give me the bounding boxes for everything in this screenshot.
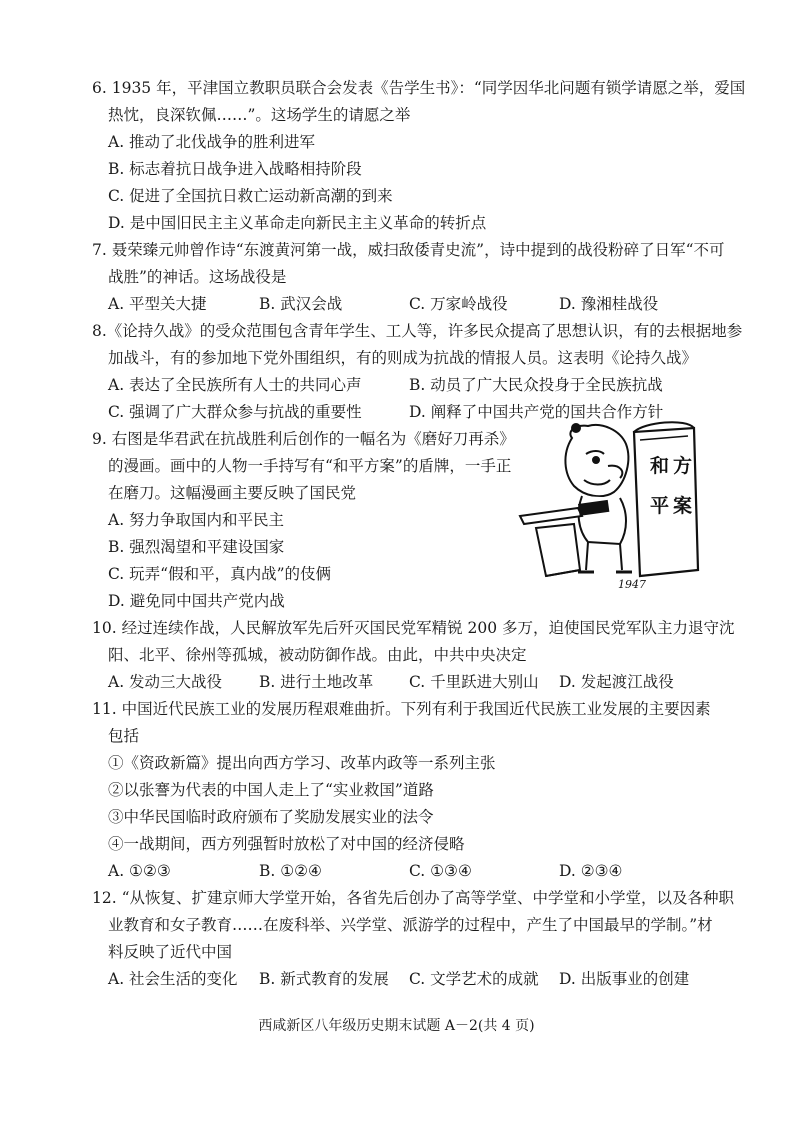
q11-item-1: ①《资政新篇》提出向西方学习、改革内政等一系列主张 — [108, 754, 496, 772]
q9-option-b: B. 强烈渴望和平建设国家 — [108, 538, 285, 556]
shield-char-2: 方 — [673, 455, 693, 477]
q6-option-d: D. 是中国旧民主主义革命走向新民主主义革命的转折点 — [108, 214, 487, 232]
q10-stem-line-1: 10. 经过连续作战，人民解放军先后歼灭国民党军精锐 200 多万，迫使国民党军队主力退守沈 — [92, 619, 735, 637]
q9-stem-line-1: 9. 右图是华君武在抗战胜利后创作的一幅名为《磨好刀再杀》 — [92, 430, 515, 448]
q12-stem-line-3: 料反映了近代中国 — [108, 943, 233, 961]
q8-option-d: D. 阐释了中国共产党的国共合作方针 — [409, 403, 664, 421]
q10-option-c: C. 千里跃进大别山 — [409, 673, 539, 691]
q11-option-d: D. ②③④ — [559, 862, 623, 880]
q7-option-a: A. 平型关大捷 — [108, 295, 207, 313]
q11-option-c: C. ①③④ — [409, 862, 472, 880]
q10-option-d: D. 发起渡江战役 — [559, 673, 674, 691]
q8-option-b: B. 动员了广大民众投身于全民族抗战 — [409, 376, 663, 394]
q12-option-a: A. 社会生活的变化 — [108, 970, 238, 988]
q8-option-c: C. 强调了广大群众参与抗战的重要性 — [108, 403, 362, 421]
q11-item-4: ④一战期间，西方列强暂时放松了对中国的经济侵略 — [108, 835, 465, 853]
q6-option-c: C. 促进了全国抗日救亡运动新高潮的到来 — [108, 187, 393, 205]
q7-stem-line-1: 7. 聂荣臻元帅曾作诗“东渡黄河第一战，威扫敌倭青史流”，诗中提到的战役粉碎了日军“不可 — [92, 241, 725, 259]
q10-stem-line-2: 阳、北平、徐州等孤城，被动防御作战。由此，中共中央决定 — [108, 646, 527, 664]
cartoon-year: 1947 — [618, 578, 646, 590]
shield-char-1: 和 — [650, 455, 670, 477]
q6-option-b: B. 标志着抗日战争进入战略相持阶段 — [108, 160, 362, 178]
q8-option-a: A. 表达了全民族所有人士的共同心声 — [108, 376, 362, 394]
q12-option-c: C. 文学艺术的成就 — [409, 970, 539, 988]
q6-stem-line-2: 热忱，良深钦佩……”。这场学生的请愿之举 — [108, 106, 411, 124]
shield-char-3: 平 — [650, 495, 670, 517]
q12-option-d: D. 出版事业的创建 — [559, 970, 690, 988]
q12-stem-line-2: 业教育和女子教育……在废科举、兴学堂、派游学的过程中，产生了中国最早的学制。”材 — [108, 916, 713, 934]
q10-option-a: A. 发动三大战役 — [108, 673, 223, 691]
q11-item-3: ③中华民国临时政府颁布了奖励发展实业的法令 — [108, 808, 434, 826]
q11-option-a: A. ①②③ — [108, 862, 171, 880]
cartoon-illustration — [516, 420, 706, 590]
q7-option-b: B. 武汉会战 — [259, 295, 343, 313]
q10-option-b: B. 进行土地改革 — [259, 673, 374, 691]
shield-char-4: 案 — [673, 495, 693, 517]
q7-option-d: D. 豫湘桂战役 — [559, 295, 659, 313]
q9-stem-line-3: 在磨刀。这幅漫画主要反映了国民党 — [108, 484, 357, 502]
q9-option-d: D. 避免同中国共产党内战 — [108, 592, 285, 610]
q8-stem-line-1: 8.《论持久战》的受众范围包含青年学生、工人等，许多民众提高了思想认识，有的去根据地参 — [92, 322, 743, 340]
q11-item-2: ②以张謇为代表的中国人走上了“实业救国”道路 — [108, 781, 434, 799]
q9-stem-line-2: 的漫画。画中的人物一手持写有“和平方案”的盾牌，一手正 — [108, 457, 512, 475]
q9-option-a: A. 努力争取国内和平民主 — [108, 511, 285, 529]
q11-stem-line-1: 11. 中国近代民族工业的发展历程艰难曲折。下列有利于我国近代民族工业发展的主要因素 — [92, 700, 711, 718]
q11-stem-line-2: 包括 — [108, 727, 140, 745]
q8-stem-line-2: 加战斗，有的参加地下党外围组织，有的则成为抗战的情报人员。这表明《论持久战》 — [108, 349, 698, 367]
q12-option-b: B. 新式教育的发展 — [259, 970, 389, 988]
q7-option-c: C. 万家岭战役 — [409, 295, 508, 313]
q7-stem-line-2: 战胜”的神话。这场战役是 — [108, 268, 287, 286]
q11-option-b: B. ①②④ — [259, 862, 322, 880]
q12-stem-line-1: 12. “从恢复、扩建京师大学堂开始，各省先后创办了高等学堂、中学堂和小学堂，以及各种职 — [92, 889, 735, 907]
q6-stem-line-1: 6. 1935 年，平津国立教职员联合会发表《告学生书》：“同学因华北问题有锁学请愿之举，爱国 — [92, 79, 746, 97]
page-footer: 西咸新区八年级历史期末试题 A－2(共 4 页) — [258, 1018, 535, 1034]
q9-option-c: C. 玩弄“假和平，真内战”的伎俩 — [108, 565, 332, 583]
q6-option-a: A. 推动了北伐战争的胜利进军 — [108, 133, 316, 151]
peace-plan-shield — [634, 422, 698, 576]
